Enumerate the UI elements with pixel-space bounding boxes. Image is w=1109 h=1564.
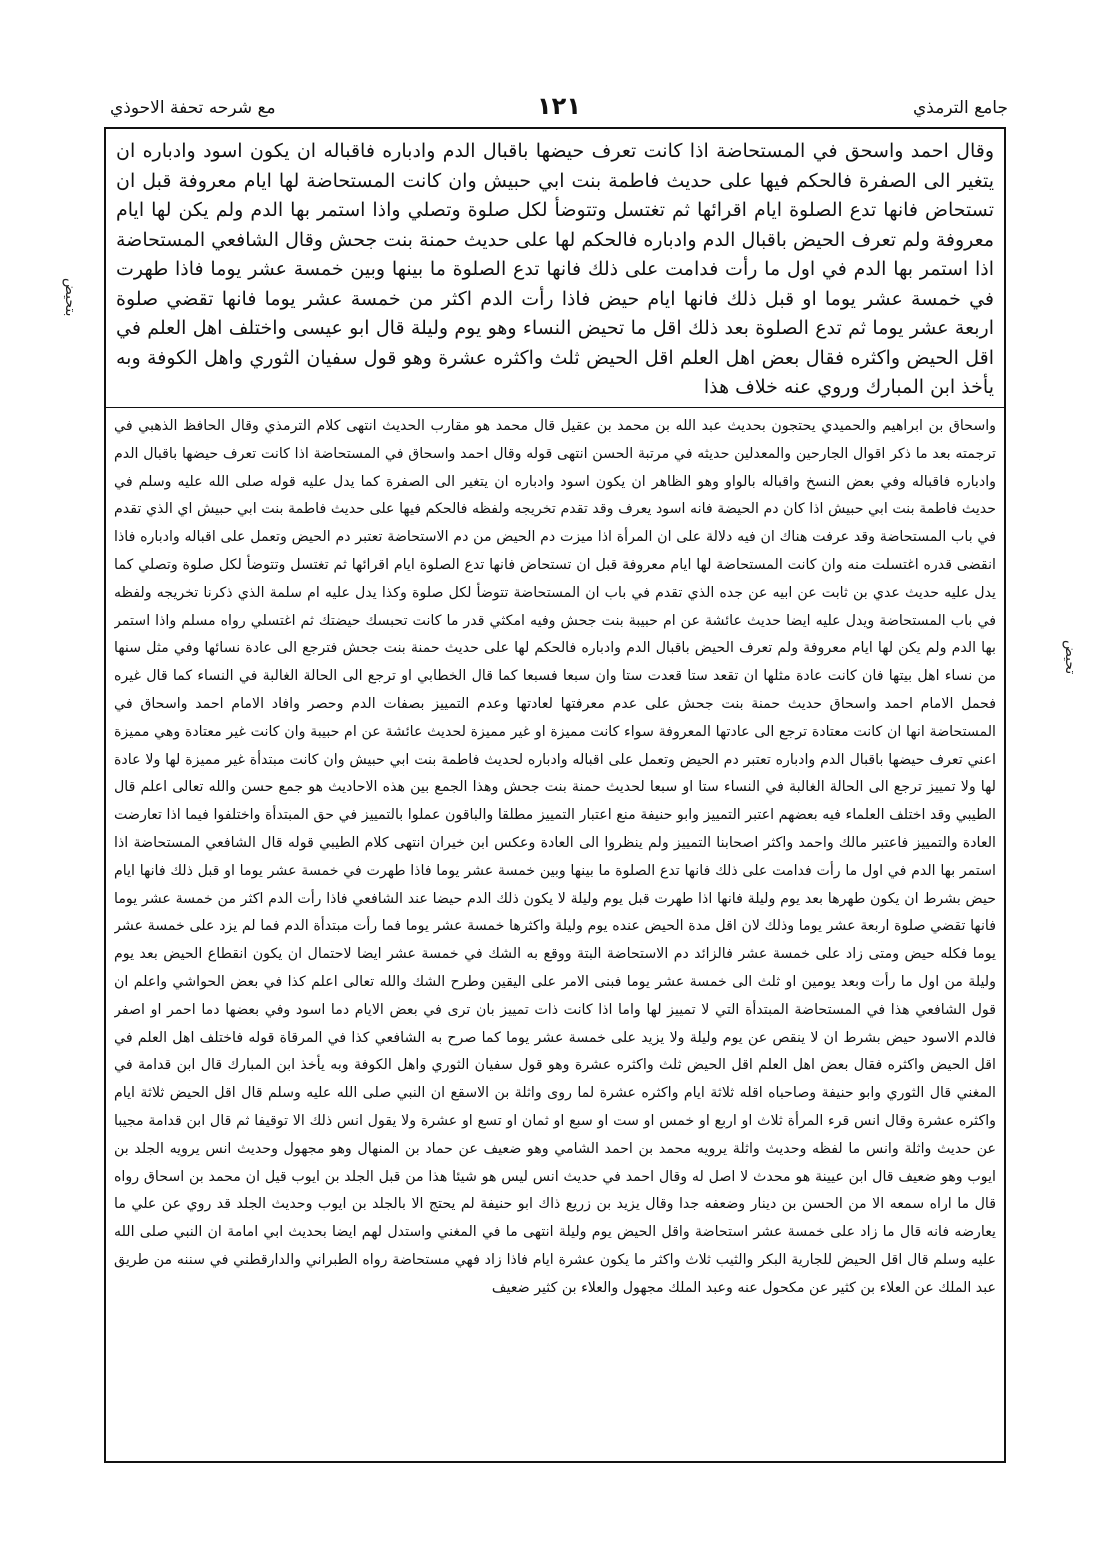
- page-number: ١٢١: [537, 92, 581, 120]
- commentary-block: [114, 413, 996, 1459]
- section-divider: [106, 407, 1004, 408]
- margin-note-left: بتحيض: [62, 278, 78, 317]
- commentary-title: مع شرحه تحفة الاحوذي: [110, 98, 276, 118]
- main-text-paragraph: وقال احمد واسحق في المستحاضة اذا كانت تعرف حيضها باقبال الدم وادباره فاقباله ان يكون اسود وادباره ان يتغير الى الصفرة فالحكم فيها على حديث فاطمة بنت ابي حبيش وان كانت المستحاضة لها ايام معروفة قبل ان تستحاض فانها تدع الصلوة ايام اقرائها ثم تغتسل وتتوضأ لكل صلوة وتصلي واذا استمر بها الدم ولم يكن لها ايام معروفة ولم تعرف الحيض باقبال الدم وادباره فالحكم لها على حديث حمنة بنت جحش وقال الشافعي المستحاضة اذا استمر بها الدم في اول ما رأت فدامت على ذلك فانها تدع الصلوة ما بينها وبين خمسة عشر يوما فاذا طهرت في خمسة عشر يوما او قبل ذلك فانها ايام حيض فاذا رأت الدم اكثر من خمسة عشر يوما فانها تقضي صلوة اربعة عشر يوما ثم تدع الصلوة بعد ذلك اقل ما تحيض النساء وهو يوم وليلة: [116, 140, 994, 339]
- main-text-block: [116, 137, 994, 399]
- margin-note-right: تحيض: [1062, 640, 1078, 675]
- commentary-text: واسحاق بن ابراهيم والحميدي يحتجون بحديث عبد الله بن محمد بن عقيل قال محمد هو مقارب الحديث انتهى كلام الترمذي وقال الحافظ الذهبي في ترجمته بعد ما ذكر اقوال الجارحين والمعدلين حديثه في مرتبة الحسن انتهى قوله وقال احمد واسحاق في المستحاضة اذا كانت تعرف حيضها باقبال الدم وادباره فاقباله وفي بعض النسخ واقباله بالواو وهو الظاهر ان يكون اسود وادباره ان يتغير الى الصفرة كما يدل عليه قوله صلى الله عليه وسلم في حديث فاطمة بنت ابي حبيش اذا كان دم الحيضة فانه اسود يعرف وقد تقدم تخريجه ولفظه فالحكم فيها على حديث فاطمة بنت ابي حبيش اي الذي تقدم في باب المستحاضة وقد عرفت هناك ان فيه دلالة على ان المرأة اذا ميزت دم الحيض من دم الاستحاضة تعتبر دم الحيض وتعمل على اقباله وادباره فاذا انقضى قدره اغتسلت منه وان كانت المستحاضة لها ايام معروفة قبل ان تستحاض فانها تدع الصلوة ايام اقرائها ثم تغتسل وتتوضأ لكل صلوة وتصلي كما يدل عليه حديث عدي بن ثابت عن ابيه عن جده الذي تقدم في باب ان المستحاضة تتوضأ لكل صلوة وكذا يدل عليه ام سلمة الذي ذكرنا تخريجه ولفظه في باب المستحاضة ويدل عليه ايضا حديث عائشة عن ام حبيبة بنت جحش وفيه امكثي قدر ما كانت تحبسك حيضتك ثم اغتسلي رواه مسلم واذا استمر بها الدم ولم يكن لها ايام معروفة ولم تعرف الحيض باقبال الدم وادباره فالحكم لها على حديث حمنة بنت جحش فترجع الى عادة نسائها وفي مثل سنها من نساء اهل بيتها فان كانت عادة مثلها ان تقعد ستا قعدت ستا وان سبعا فسبعا كما قال الخطابي او ترجع الى الحالة الغالبة في النساء كما قال غيره فحمل الامام احمد واسحاق حديث حمنة بنت جحش على عدم معرفتها لعادتها وعدم التمييز بصفات الدم وحصر وافاد الامام احمد واسحاق في المستحاضة انها ان كانت معتادة ترجع الى عادتها المعروفة سواء كانت مميزة او غير مميزة لحديث عائشة عن ام حبيبة وان كانت غير معتادة وهي مميزة اعني تعرف حيضها باقبال الدم وادباره تعتبر دم الحيض وتعمل على اقباله وادباره لحديث فاطمة بنت ابي حبيش وان كانت مبتدأة غير مميزة لها ولا عادة لها ولا تمييز ترجع الى الحالة الغالبة في النساء ستا او سبعا لحديث حمنة بنت جحش وهذا الجمع بين هذه الاحاديث هو جمع حسن والله تعالى اعلم قال الطيبي وقد اختلف العلماء فيه بعضهم اعتبر التمييز وابو حنيفة منع اعتبار التمييز مطلقا والباقون عملوا بالتمييز في حق المبتدأة واختلفوا فيما اذا تعارضت العادة والتمييز فاعتبر مالك واحمد واكثر اصحابنا التمييز ولم ينظروا الى العادة وعكس ابن خيران انتهى كلام الطيبي قوله قال الشافعي المستحاضة اذا استمر بها الدم في اول ما رأت فدامت على ذلك فانها تدع الصلوة ما بينها وبين خمسة عشر يوما فاذا طهرت في خمسة عشر يوما او قبل ذلك فانها ايام حيض بشرط ان يكون طهرها بعد يوم وليلة فانها اذا طهرت قبل يوم وليلة لا يكون ذلك الدم حيضا عند الشافعي فاذا رأت الدم اكثر من خمسة عشر يوما فانها تقضي صلوة اربعة عشر يوما وذلك لان اقل مدة الحيض عنده يوم وليلة واكثرها خمسة عشر يوما فما رأت مبتدأة الدم فما لم يزد على خمسة عشر يوما فكله حيض ومتى زاد على خمسة عشر فالزائد دم الاستحاضة البتة ووقع به الشك في خمسة عشر ايضا لاحتمال ان يكون انقطاع الحيض بعد يوم وليلة من اول ما رأت وبعد يومين او ثلث الى خمسة عشر يوما فبنى الامر على اليقين وطرح الشك والله تعالى اعلم كذا في بعض الحواشي واعلم ان قول الشافعي هذا في المستحاضة المبتدأة التي لا تمييز لها واما اذا كانت ذات تمييز بان ترى في بعض الايام دما اسود وفي بعضها دما احمر او اصفر فالدم الاسود حيض بشرط ان لا ينقص عن يوم وليلة ولا يزيد على خمسة عشر يوما كما صرح به الشافعي كذا في المرقاة قوله فاختلف اهل العلم في اقل الحيض واكثره فقال بعض اهل العلم اقل الحيض ثلث واكثره عشرة وهو قول سفيان الثوري واهل الكوفة وبه يأخذ ابن المبارك قال ابن قدامة في المغني قال الثوري وابو حنيفة وصاحباه اقله ثلاثة ايام واكثره عشرة لما روى واثلة بن الاسقع ان النبي صلى الله عليه وسلم قال اقل الحيض ثلاثة ايام واكثره عشرة وقال انس قرء المرأة ثلاث او اربع او خمس او ست او سبع او ثمان او تسع او عشرة ولا يقول انس ذلك الا توقيفا ثم قال ابن قدامة مجيبا عن حديث واثلة وانس ما لفظه وحديث واثلة يرويه محمد بن احمد الشامي وهو ضعيف عن حماد بن المنهال وهو مجهول وحديث انس يرويه الجلد بن ايوب وهو ضعيف قال ابن عيينة هو محدث لا اصل له وقال احمد في حديث انس ليس هو شيئا هذا من قبل الجلد بن ايوب قيل ان محمد بن اسحاق رواه قال ما اراه سمعه الا من الحسن بن دينار وضعفه جدا وقال يزيد بن زريع ذاك ابو حنيفة لم يحتج الا بالجلد بن ايوب وحديث الجلد قد روي عن علي ما يعارضه فانه قال ما زاد على خمسة عشر استحاضة واقل الحيض يوم وليلة انتهى ما في المغني واستدل لهم ايضا بحديث ابي امامة ان النبي صلى الله عليه وسلم قال اقل الحيض للجارية البكر والثيب ثلاث واكثر ما يكون عشرة ايام فاذا زاد فهي مستحاضة رواه الطبراني والدارقطني في سننه من طريق عبد الملك عن العلاء بن كثير عن مكحول عنه وعبد الملك مجهول والعلاء بن كثير ضعيف: [114, 418, 996, 1296]
- page-header: [110, 92, 1008, 126]
- page-frame: [104, 127, 1006, 1463]
- book-title: جامع الترمذي: [913, 98, 1008, 118]
- main-text-paragraph: قال ابو عيسى واختلف اهل العلم في اقل الحيض واكثره فقال بعض اهل العلم اقل الحيض ثلث واكثره عشرة وهو قول سفيان الثوري واهل الكوفة وبه يأخذ ابن المبارك وروي عنه خلاف هذا: [116, 317, 994, 398]
